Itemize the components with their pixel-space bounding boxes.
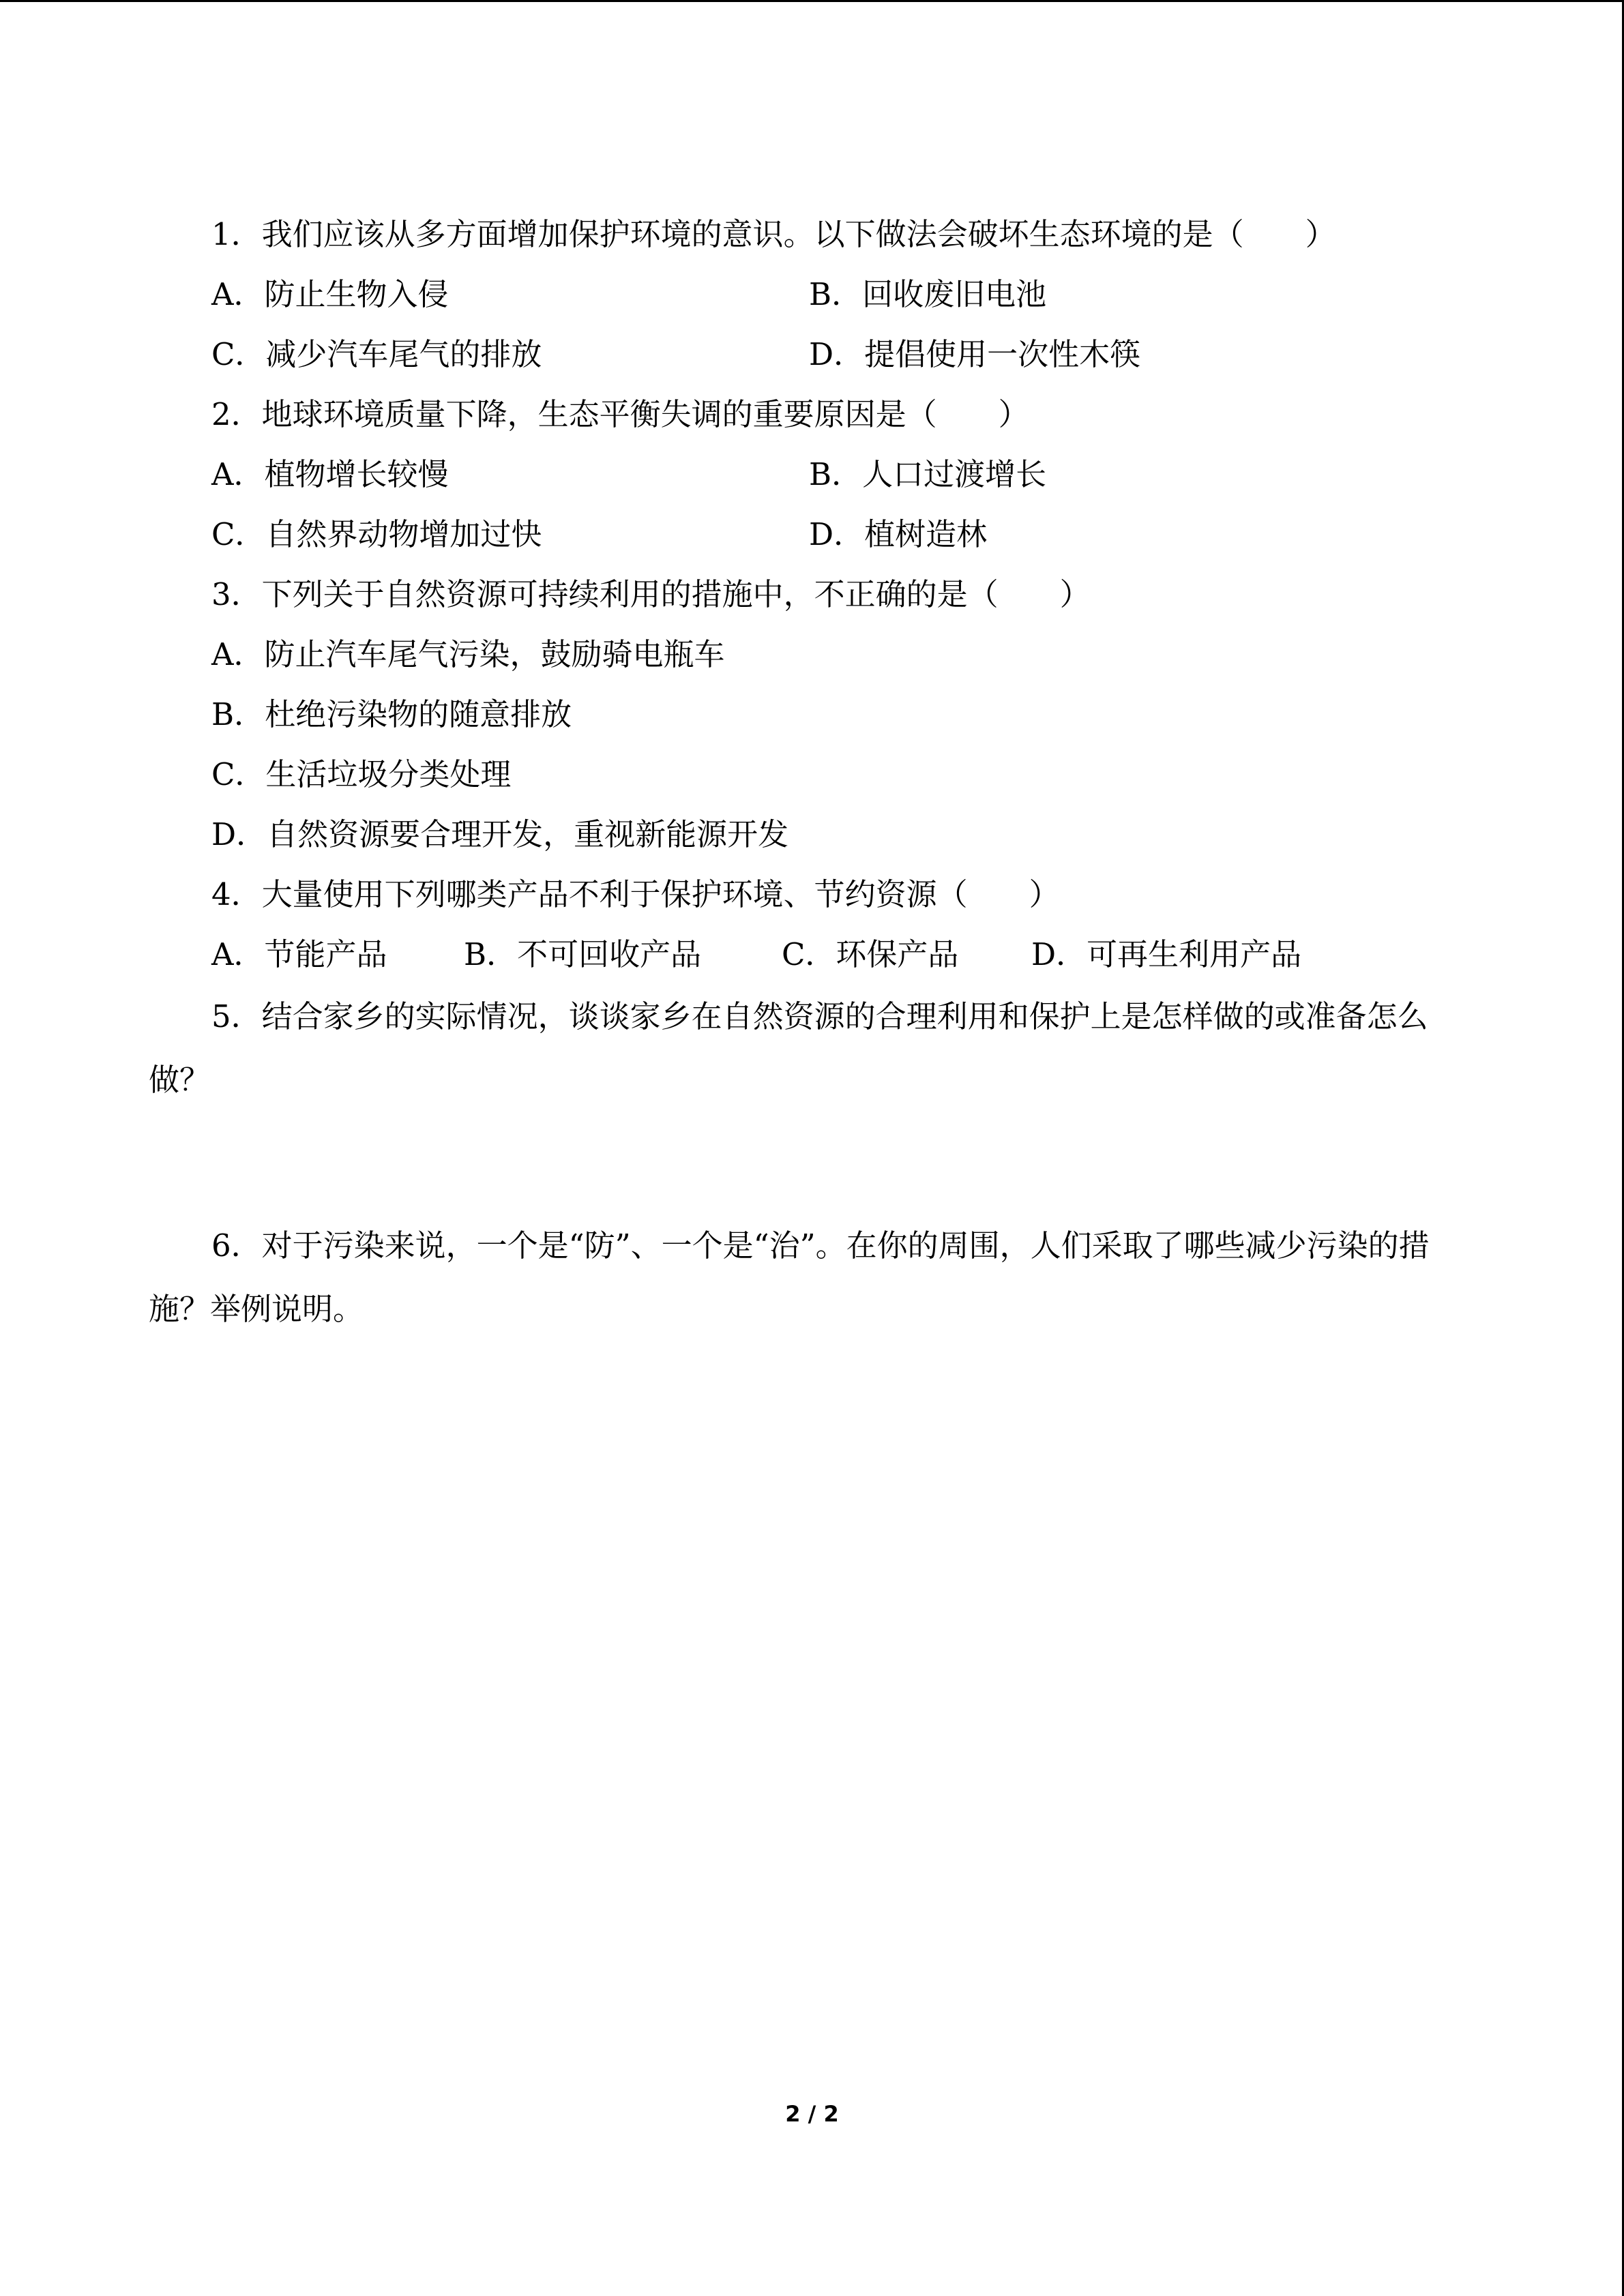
question-4-options-row bbox=[149, 925, 1479, 985]
page-number: 2 / 2 bbox=[785, 2101, 839, 2127]
question-2-options-row-1 bbox=[149, 445, 1479, 505]
question-2-option-c: C．自然界动物增加过快 bbox=[211, 516, 542, 552]
question-3-stem: 3．下列关于自然资源可持续利用的措施中，不正确的是（ ） bbox=[211, 576, 1091, 612]
question-3-option-b: B．杜绝污染物的随意排放 bbox=[211, 696, 572, 732]
question-4-option-b: B．不可回收产品 bbox=[464, 936, 702, 972]
question-1-option-d: D．提倡使用一次性木筷 bbox=[809, 336, 1141, 372]
question-5-stem: 5．结合家乡的实际情况，谈谈家乡在自然资源的合理利用和保护上是怎样做的或准备怎么做？ bbox=[149, 998, 1428, 1098]
question-4-option-d: D．可再生利用产品 bbox=[1031, 936, 1302, 972]
question-1-options-row-1 bbox=[149, 265, 1479, 325]
question-4-stem: 4．大量使用下列哪类产品不利于保护环境、节约资源（ ） bbox=[211, 876, 1060, 912]
question-1-option-c: C．减少汽车尾气的排放 bbox=[211, 336, 542, 372]
question-5-answer-space bbox=[149, 1112, 1479, 1214]
question-1-options-row-2 bbox=[149, 325, 1479, 385]
page-top-border bbox=[0, 0, 1624, 2]
worksheet-content bbox=[149, 205, 1479, 1341]
question-1-option-a: A．防止生物入侵 bbox=[211, 276, 449, 312]
question-6-stem: 6．对于污染来说，一个是“防”、一个是“治”。在你的周围，人们采取了哪些减少污染的措施？举例说明。 bbox=[149, 1227, 1430, 1327]
question-3-option-c: C．生活垃圾分类处理 bbox=[211, 756, 512, 792]
question-2-stem: 2．地球环境质量下降，生态平衡失调的重要原因是（ ） bbox=[211, 396, 1029, 432]
question-2-option-b: B．人口过渡增长 bbox=[809, 456, 1047, 492]
question-2-options-row-2 bbox=[149, 505, 1479, 565]
question-1-option-b: B．回收废旧电池 bbox=[809, 276, 1047, 312]
question-2-option-a: A．植物增长较慢 bbox=[211, 456, 449, 492]
question-4-option-c: C．环保产品 bbox=[782, 936, 959, 972]
question-4-option-a: A．节能产品 bbox=[211, 936, 387, 972]
question-3-option-d: D．自然资源要合理开发，重视新能源开发 bbox=[211, 816, 789, 852]
question-2-option-d: D．植树造林 bbox=[809, 516, 988, 552]
question-1-stem: 1．我们应该从多方面增加保护环境的意识。以下做法会破坏生态环境的是（ ） bbox=[211, 216, 1336, 252]
question-3-option-a: A．防止汽车尾气污染，鼓励骑电瓶车 bbox=[211, 636, 725, 672]
